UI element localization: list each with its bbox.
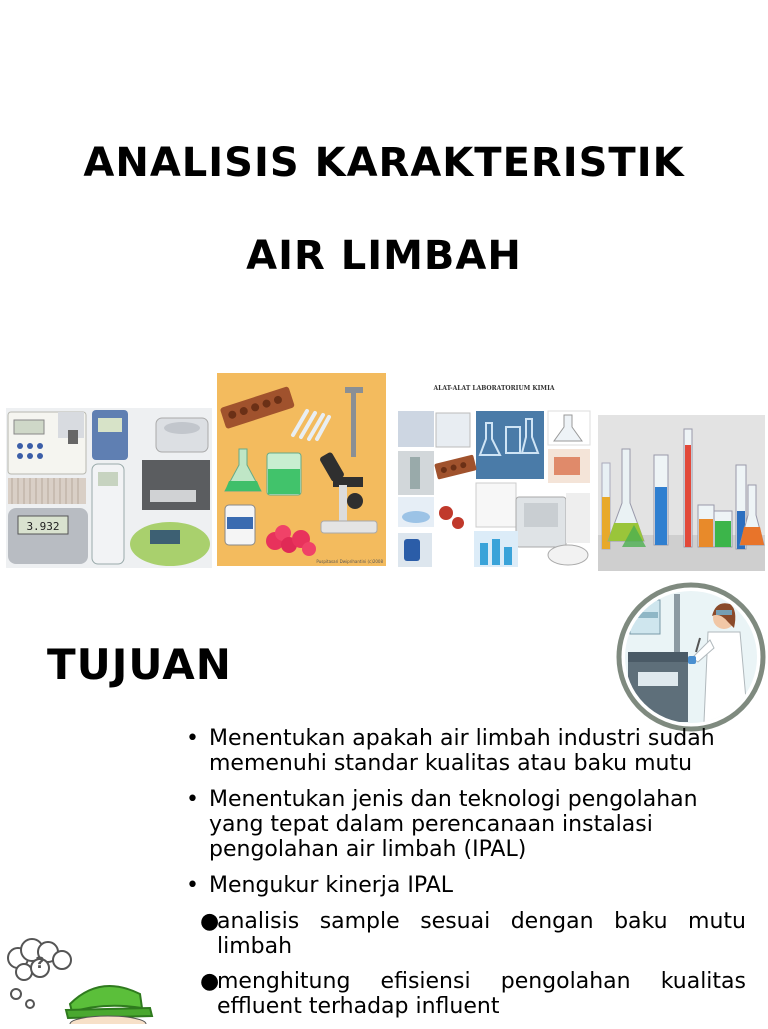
lab-equipment-collage (396, 383, 592, 569)
title-line-2: AIR LIMBAH (246, 233, 522, 279)
collage-caption: ALAT-ALAT LABORATORIUM KIMIA (433, 385, 555, 392)
lab-instruments-photo (6, 408, 212, 568)
objectives-list (186, 726, 746, 1029)
glassware-photo-caption: Puspitasari Dwiprihantini (c)2008 (316, 559, 383, 564)
list-item (186, 873, 746, 898)
list-item-text: Menentukan jenis dan teknologi pengolahan yang tepat dalam perencanaan instalasi pengolahan air limbah (IPAL) (209, 787, 698, 862)
bullet-marker: • (186, 726, 199, 751)
sub-bullet-marker: ● (200, 909, 220, 934)
sub-bullet-marker: ● (200, 969, 220, 994)
list-item (186, 726, 746, 776)
colored-glassware-photo (598, 415, 765, 571)
sub-list-item (186, 969, 746, 1019)
bullet-marker: • (186, 873, 199, 898)
bullet-marker: • (186, 787, 199, 812)
sub-list-item-text: analisis sample sesuai dengan baku mutu limbah (217, 909, 746, 959)
list-item (186, 787, 746, 862)
sub-list-item (186, 909, 746, 959)
svg-text:?: ? (35, 953, 45, 972)
scientist-illustration (616, 582, 766, 732)
list-item-text: Mengukur kinerja IPAL (209, 873, 454, 898)
scale-display-text: 3.932 (26, 520, 60, 533)
title-line-1: ANALISIS KARAKTERISTIK (83, 140, 685, 186)
thinking-cartoon-figure (0, 938, 160, 1024)
list-item-text: Menentukan apakah air limbah industri sudah memenuhi standar kualitas atau baku mutu (209, 726, 715, 776)
sub-list-item-text: menghitung efisiensi pengolahan kualitas effluent terhadap influent (217, 969, 746, 1019)
section-heading: TUJUAN (47, 640, 232, 689)
glassware-microscope-photo (217, 373, 386, 566)
